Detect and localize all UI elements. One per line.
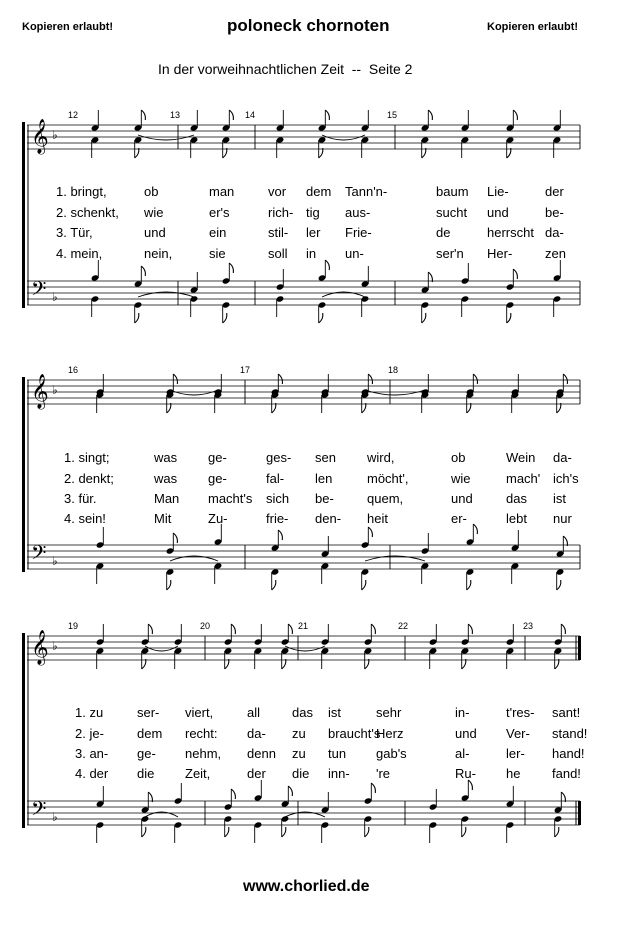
lyric-syllable: vor xyxy=(268,184,287,199)
lyric-syllable: lebt xyxy=(506,511,527,526)
lyric-syllable: Wein xyxy=(506,450,536,465)
tenor-note-flag xyxy=(563,536,567,546)
lyric-syllable: ob xyxy=(451,450,466,465)
page-title: poloneck chornoten xyxy=(227,16,390,35)
bass-note-flag xyxy=(319,313,323,323)
lyric-syllable: zu xyxy=(292,726,306,741)
bass-note-flag xyxy=(142,827,146,837)
alto-note-flag xyxy=(272,403,276,413)
footer-website[interactable]: www.chorlied.de xyxy=(243,878,370,895)
final-barline-thick xyxy=(578,801,581,825)
measure-number: 17 xyxy=(240,365,251,375)
lyric-syllable: 3. Tür, xyxy=(56,225,93,240)
lyric-syllable: al- xyxy=(455,746,470,761)
lyric-syllable: wie xyxy=(144,205,164,220)
lyric-syllable: macht's xyxy=(208,491,253,506)
lyric-row-verse-2 xyxy=(0,471,630,487)
lyric-syllable: tig xyxy=(306,205,320,220)
measure-number: 20 xyxy=(200,621,211,631)
lyric-syllable: in xyxy=(306,246,317,261)
lyric-row-verse-4 xyxy=(0,511,630,527)
treble-clef-icon: 𝄞 xyxy=(31,374,49,409)
lyric-syllable: Zu- xyxy=(208,511,228,526)
soprano-note-flag xyxy=(368,374,372,384)
measure-number: 22 xyxy=(398,621,409,631)
lyric-syllable: Lie- xyxy=(487,184,509,199)
bass-note-flag xyxy=(557,580,561,590)
lyric-syllable: ges- xyxy=(266,450,292,465)
lyric-syllable: und xyxy=(487,205,509,220)
flat-key-signature-icon: ♭ xyxy=(52,290,58,304)
treble-clef-icon: 𝄞 xyxy=(31,119,49,154)
flat-key-signature-icon: ♭ xyxy=(52,639,58,653)
lyric-syllable: ich's xyxy=(553,471,579,486)
alto-note-flag xyxy=(362,403,366,413)
lyric-syllable: baum xyxy=(436,184,469,199)
lyric-syllable: Tann'n- xyxy=(345,184,388,199)
lyric-syllable: und xyxy=(144,225,166,240)
soprano-note-flag xyxy=(561,624,565,634)
alto-note-flag xyxy=(507,148,511,158)
lyric-syllable: Her- xyxy=(487,246,513,261)
lyric-syllable: ist xyxy=(328,705,341,720)
lyric-syllable: 4. mein, xyxy=(56,246,103,261)
lyric-row-verse-3 xyxy=(0,746,630,762)
lyric-syllable: viert, xyxy=(185,705,214,720)
lyric-syllable: 2. denkt; xyxy=(64,471,114,486)
alto-note-flag xyxy=(319,148,323,158)
lyric-row-verse-3 xyxy=(0,491,630,507)
lyric-syllable: in- xyxy=(455,705,470,720)
alto-note-flag xyxy=(142,659,146,669)
soprano-note-flag xyxy=(473,374,477,384)
lyric-syllable: he xyxy=(506,766,521,781)
lyric-syllable: t'res- xyxy=(506,705,535,720)
lyric-syllable: dem xyxy=(137,726,163,741)
lyric-row-verse-2 xyxy=(0,726,630,742)
measure-number: 21 xyxy=(298,621,309,631)
lyric-syllable: ob xyxy=(144,184,159,199)
lyric-syllable: möcht', xyxy=(367,471,409,486)
lyric-syllable: Ru- xyxy=(455,766,476,781)
lyric-syllable: ge- xyxy=(208,450,227,465)
lyric-syllable: der xyxy=(545,184,564,199)
lyric-syllable: das xyxy=(292,705,313,720)
lyric-syllable: len xyxy=(315,471,333,486)
bass-note-flag xyxy=(167,580,171,590)
alto-note-flag xyxy=(167,403,171,413)
measure-number: 12 xyxy=(68,110,79,120)
tenor-note-flag xyxy=(229,263,233,273)
lyric-syllable: Man xyxy=(154,491,180,506)
measure-number: 13 xyxy=(170,110,181,120)
soprano-note-flag xyxy=(513,110,517,120)
lyric-syllable: quem, xyxy=(367,491,404,506)
alto-note-flag xyxy=(422,148,426,158)
alto-note-flag xyxy=(557,403,561,413)
lyric-syllable: 2. je- xyxy=(75,726,104,741)
lyric-syllable: stand! xyxy=(552,726,588,741)
bass-note-flag xyxy=(365,827,369,837)
flat-key-signature-icon: ♭ xyxy=(52,383,58,397)
tie-arc xyxy=(170,390,218,395)
lyric-syllable: all xyxy=(247,705,261,720)
lyric-syllable: 3. für. xyxy=(64,491,97,506)
lyric-syllable: mach' xyxy=(506,471,541,486)
lyric-syllable: wie xyxy=(451,471,471,486)
bass-note-flag xyxy=(272,580,276,590)
copy-note-left: Kopieren erlaubt! xyxy=(22,21,114,33)
soprano-note-flag xyxy=(229,110,233,120)
tenor-note-flag xyxy=(288,786,292,796)
tenor-note-flag xyxy=(173,533,177,543)
lyric-syllable: inn- xyxy=(328,766,350,781)
lyric-syllable: denn xyxy=(247,746,276,761)
lyric-syllable: Frie- xyxy=(345,225,372,240)
lyric-syllable: ge- xyxy=(137,746,156,761)
alto-note-flag xyxy=(462,659,466,669)
lyric-syllable: 4. sein! xyxy=(64,511,106,526)
lyric-syllable: der xyxy=(247,766,266,781)
lyric-syllable: ist xyxy=(553,491,566,506)
lyric-syllable: dem xyxy=(306,184,332,199)
measure-number: 19 xyxy=(68,621,79,631)
lyric-syllable: nehm, xyxy=(185,746,222,761)
lyric-syllable: 4. der xyxy=(75,766,109,781)
lyric-syllable: be- xyxy=(315,491,334,506)
tie-arc xyxy=(138,135,194,140)
copy-note-right: Kopieren erlaubt! xyxy=(487,21,579,33)
lyric-syllable: frie- xyxy=(266,511,289,526)
lyric-syllable: herrscht xyxy=(487,225,534,240)
lyric-syllable: Ver- xyxy=(506,726,530,741)
bass-note-flag xyxy=(422,313,426,323)
lyric-syllable: tun xyxy=(328,746,347,761)
song-subtitle: In der vorweihnachtlichen Zeit -- Seite 2 xyxy=(158,61,413,77)
bass-note-flag xyxy=(467,580,471,590)
soprano-note-flag xyxy=(278,374,282,384)
bass-note-flag xyxy=(223,313,227,323)
lyric-syllable: 1. singt; xyxy=(64,450,110,465)
lyric-syllable: sie xyxy=(209,246,226,261)
soprano-note-flag xyxy=(325,110,329,120)
lyric-syllable: fal- xyxy=(266,471,285,486)
soprano-note-flag xyxy=(371,624,375,634)
soprano-note-flag xyxy=(173,374,177,384)
treble-clef-icon: 𝄞 xyxy=(31,630,49,665)
lyric-syllable: da- xyxy=(545,225,564,240)
lyric-syllable: heit xyxy=(367,511,388,526)
lyric-syllable: sucht xyxy=(436,205,468,220)
lyric-syllable: ser- xyxy=(137,705,160,720)
bass-clef-icon: 𝄢 xyxy=(31,541,47,569)
lyric-syllable: die xyxy=(137,766,155,781)
bass-note-flag xyxy=(135,313,139,323)
lyric-syllable: de xyxy=(436,225,451,240)
bass-note-flag xyxy=(507,313,511,323)
flat-key-signature-icon: ♭ xyxy=(52,128,58,142)
tie-arc xyxy=(285,646,325,651)
lyric-syllable: da- xyxy=(553,450,572,465)
lyric-syllable: sich xyxy=(266,491,290,506)
tenor-note-flag xyxy=(368,527,372,537)
bass-note-flag xyxy=(282,827,286,837)
lyric-syllable: er's xyxy=(209,205,230,220)
lyric-syllable: da- xyxy=(247,726,266,741)
soprano-note-flag xyxy=(428,110,432,120)
lyric-syllable: be- xyxy=(545,205,564,220)
lyric-syllable: nein, xyxy=(144,246,173,261)
lyric-syllable: un- xyxy=(345,246,364,261)
soprano-note-flag xyxy=(148,624,152,634)
tenor-note-flag xyxy=(428,272,432,282)
lyric-syllable: soll xyxy=(268,246,288,261)
final-barline-thick xyxy=(578,636,581,660)
lyric-syllable: Herz xyxy=(376,726,404,741)
lyric-row-verse-1 xyxy=(0,705,630,721)
measure-number: 14 xyxy=(245,110,256,120)
bass-clef-icon: 𝄢 xyxy=(31,797,47,825)
tenor-note-flag xyxy=(513,269,517,279)
lyric-syllable: recht: xyxy=(185,726,218,741)
measure-number: 15 xyxy=(387,110,398,120)
alto-note-flag xyxy=(223,148,227,158)
lyric-syllable: den- xyxy=(315,511,342,526)
flat-key-signature-icon: ♭ xyxy=(52,810,58,824)
flat-key-signature-icon: ♭ xyxy=(52,554,58,568)
bass-note-flag xyxy=(555,827,559,837)
lyric-syllable: was xyxy=(154,471,178,486)
soprano-note-flag xyxy=(141,110,145,120)
measure-number: 23 xyxy=(523,621,534,631)
lyric-row-verse-2 xyxy=(0,205,630,221)
soprano-note-flag xyxy=(563,374,567,384)
lyric-syllable: die xyxy=(292,766,310,781)
soprano-note-flag xyxy=(288,624,292,634)
lyric-syllable: er- xyxy=(451,511,467,526)
lyric-syllable: stil- xyxy=(268,225,289,240)
soprano-note-flag xyxy=(468,624,472,634)
tenor-note-flag xyxy=(278,530,282,540)
lyric-syllable: das xyxy=(506,491,527,506)
lyric-syllable: und xyxy=(451,491,473,506)
lyric-syllable: 3. an- xyxy=(75,746,109,761)
lyric-syllable: 1. zu xyxy=(75,705,104,720)
lyric-syllable: gab's xyxy=(376,746,407,761)
bass-note-flag xyxy=(362,580,366,590)
alto-note-flag xyxy=(225,659,229,669)
lyric-syllable: zen xyxy=(545,246,566,261)
alto-note-flag xyxy=(135,148,139,158)
alto-note-flag xyxy=(555,659,559,669)
lyric-syllable: ein xyxy=(209,225,227,240)
lyric-syllable: und xyxy=(455,726,477,741)
tie-arc xyxy=(145,646,178,651)
lyric-syllable: ler- xyxy=(506,746,525,761)
lyric-row-verse-4 xyxy=(0,246,630,262)
lyric-syllable: man xyxy=(209,184,235,199)
lyric-syllable: nur xyxy=(553,511,572,526)
alto-note-flag xyxy=(365,659,369,669)
lyric-syllable: 're xyxy=(376,766,391,781)
lyric-syllable: hand! xyxy=(552,746,585,761)
lyric-syllable: rich- xyxy=(268,205,294,220)
lyric-syllable: was xyxy=(154,450,178,465)
bass-note-flag xyxy=(225,827,229,837)
lyric-syllable: sehr xyxy=(376,705,402,720)
tie-arc xyxy=(365,390,425,395)
alto-note-flag xyxy=(282,659,286,669)
lyric-syllable: ler xyxy=(306,225,321,240)
lyric-syllable: sant! xyxy=(552,705,581,720)
alto-note-flag xyxy=(467,403,471,413)
lyric-syllable: ge- xyxy=(208,471,227,486)
lyric-syllable: zu xyxy=(292,746,306,761)
measure-number: 16 xyxy=(68,365,79,375)
lyric-syllable: 2. schenkt, xyxy=(56,205,119,220)
tenor-note-flag xyxy=(148,792,152,802)
tenor-note-flag xyxy=(561,792,565,802)
bass-clef-icon: 𝄢 xyxy=(31,277,47,305)
tie-arc xyxy=(322,135,365,140)
lyric-syllable: wird, xyxy=(367,450,395,465)
tenor-note-flag xyxy=(141,266,145,276)
lyric-syllable: ser'n xyxy=(436,246,464,261)
measure-number: 18 xyxy=(388,365,399,375)
soprano-note-flag xyxy=(231,624,235,634)
lyric-row-verse-1 xyxy=(0,450,630,466)
lyric-syllable: Mit xyxy=(154,511,172,526)
lyric-syllable: aus- xyxy=(345,205,371,220)
lyric-row-verse-1 xyxy=(0,184,630,200)
lyric-row-verse-3 xyxy=(0,225,630,241)
lyric-syllable: sen xyxy=(315,450,336,465)
tenor-note-flag xyxy=(231,789,235,799)
lyric-syllable: fand! xyxy=(552,766,581,781)
lyric-syllable: Zeit, xyxy=(185,766,211,781)
tenor-note-flag xyxy=(371,783,375,793)
lyric-syllable: braucht's xyxy=(328,726,381,741)
lyric-row-verse-4 xyxy=(0,766,630,782)
bass-note-flag xyxy=(462,827,466,837)
lyric-syllable: 1. bringt, xyxy=(56,184,107,199)
